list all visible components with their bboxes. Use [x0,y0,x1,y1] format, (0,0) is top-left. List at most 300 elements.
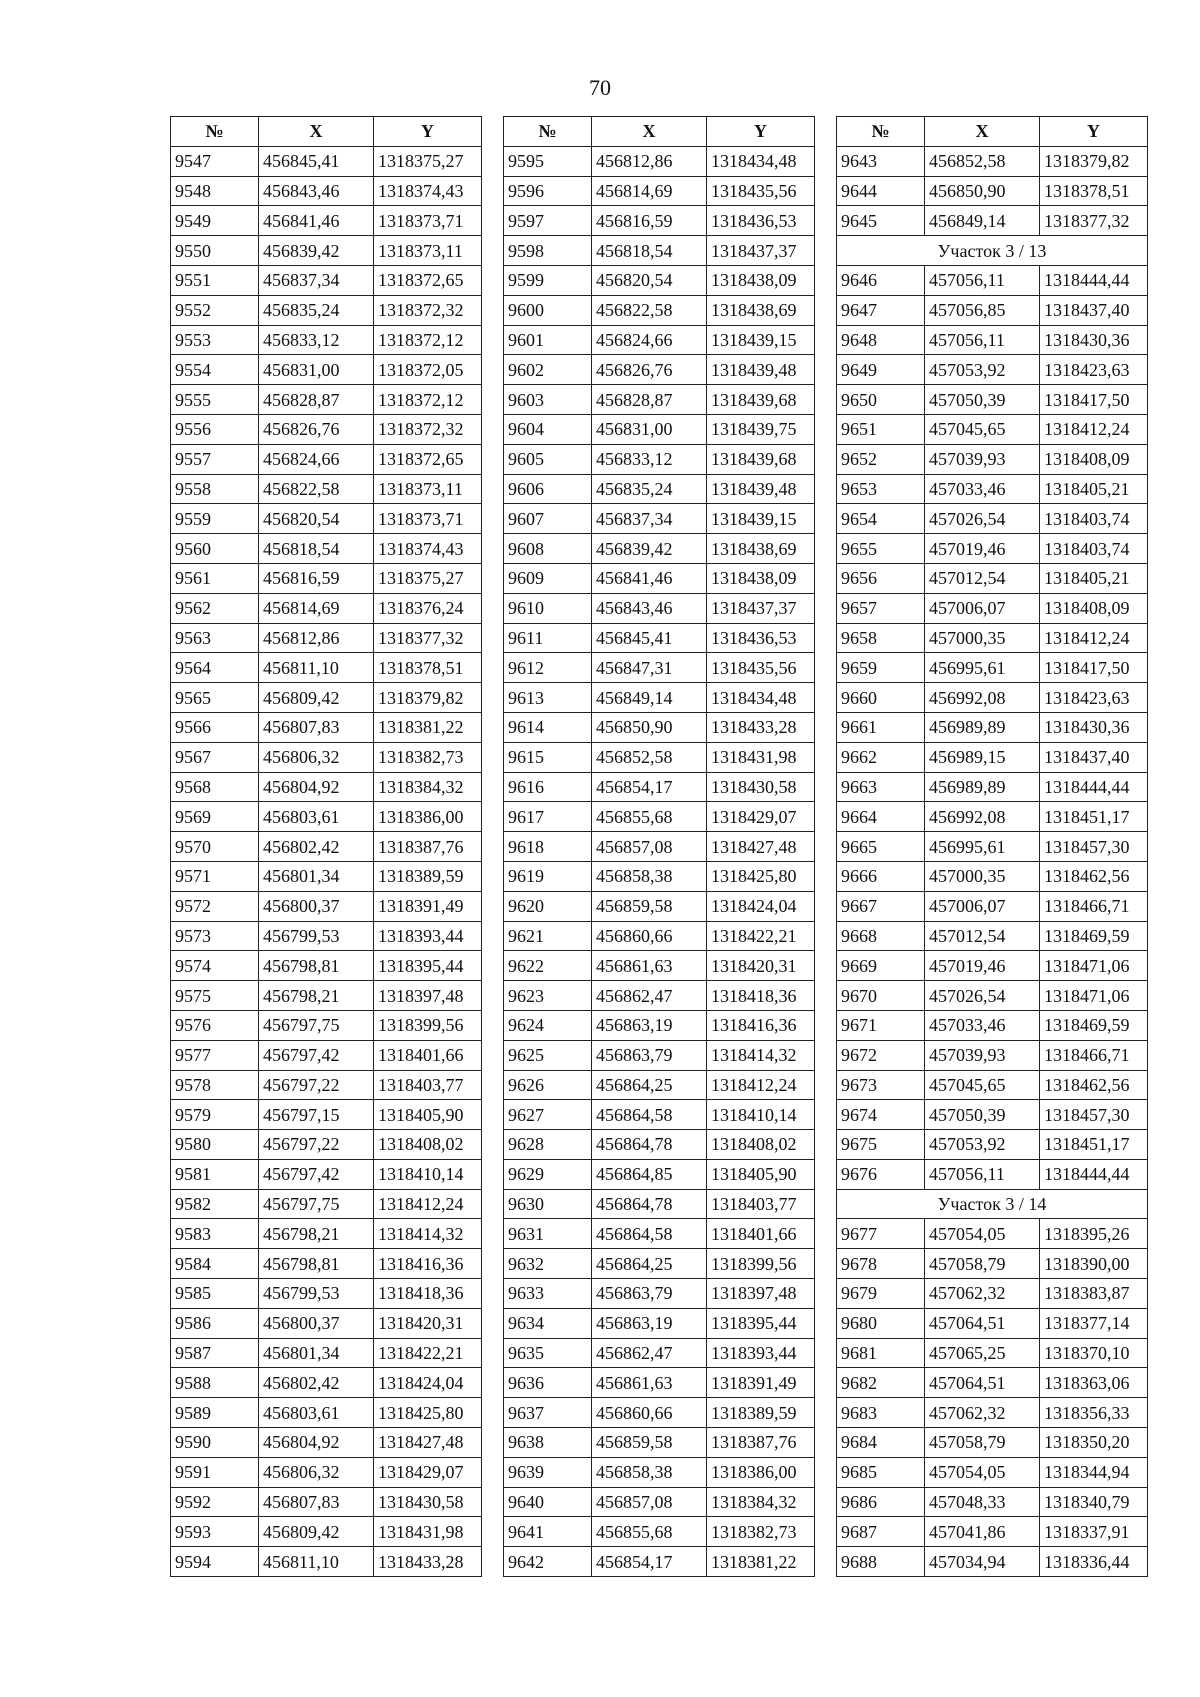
y-coordinate-cell: 1318373,11 [374,236,482,266]
x-coordinate-cell: 456858,38 [592,1457,707,1487]
x-coordinate-cell: 456839,42 [592,534,707,564]
y-coordinate-cell: 1318377,14 [1040,1308,1148,1338]
y-coordinate-cell: 1318438,69 [707,295,815,325]
point-number-cell: 9665 [837,832,925,862]
point-number-cell: 9661 [837,712,925,742]
point-number-cell: 9612 [504,653,592,683]
x-coordinate-cell: 456845,41 [259,146,374,176]
y-coordinate-cell: 1318377,32 [374,623,482,653]
table-row [837,1219,1148,1249]
x-coordinate-cell: 456835,24 [592,474,707,504]
point-number-cell: 9551 [171,265,259,295]
x-coordinate-cell: 457019,46 [925,534,1040,564]
point-number-cell: 9618 [504,832,592,862]
point-number-cell: 9668 [837,921,925,951]
table-row [171,1338,482,1368]
x-coordinate-cell: 456812,86 [592,146,707,176]
point-number-cell: 9669 [837,951,925,981]
y-coordinate-cell: 1318399,56 [707,1249,815,1279]
y-coordinate-cell: 1318439,68 [707,385,815,415]
point-number-cell: 9645 [837,206,925,236]
y-coordinate-cell: 1318427,48 [707,832,815,862]
table-row [504,653,815,683]
point-number-cell: 9634 [504,1308,592,1338]
table-row [171,1040,482,1070]
point-number-cell: 9564 [171,653,259,683]
table-row [171,236,482,266]
y-coordinate-cell: 1318397,48 [374,981,482,1011]
table-row [837,355,1148,385]
coordinates-table-2 [503,116,815,1577]
y-coordinate-cell: 1318434,48 [707,146,815,176]
y-coordinate-cell: 1318410,14 [374,1159,482,1189]
x-coordinate-cell: 456811,10 [259,1547,374,1577]
y-coordinate-cell: 1318425,80 [374,1398,482,1428]
table-row [504,385,815,415]
x-coordinate-cell: 456799,53 [259,921,374,951]
point-number-cell: 9550 [171,236,259,266]
point-number-cell: 9687 [837,1517,925,1547]
x-coordinate-cell: 457045,65 [925,1070,1040,1100]
y-coordinate-cell: 1318389,59 [374,861,482,891]
table-row [837,265,1148,295]
y-coordinate-cell: 1318437,37 [707,593,815,623]
point-number-cell: 9560 [171,534,259,564]
y-coordinate-cell: 1318417,50 [1040,653,1148,683]
y-coordinate-cell: 1318386,00 [374,802,482,832]
point-number-cell: 9617 [504,802,592,832]
x-coordinate-cell: 457033,46 [925,1010,1040,1040]
point-number-cell: 9637 [504,1398,592,1428]
table-row [504,623,815,653]
x-coordinate-cell: 456862,47 [592,981,707,1011]
table-row [171,444,482,474]
point-number-cell: 9664 [837,802,925,832]
point-number-cell: 9658 [837,623,925,653]
x-coordinate-cell: 456797,42 [259,1159,374,1189]
point-number-cell: 9581 [171,1159,259,1189]
x-coordinate-cell: 457033,46 [925,474,1040,504]
y-coordinate-cell: 1318436,53 [707,206,815,236]
table-row [504,563,815,593]
y-coordinate-cell: 1318372,12 [374,325,482,355]
point-number-cell: 9639 [504,1457,592,1487]
point-number-cell: 9659 [837,653,925,683]
point-number-cell: 9648 [837,325,925,355]
table-row [837,712,1148,742]
table-row [504,921,815,951]
point-number-cell: 9601 [504,325,592,355]
y-coordinate-cell: 1318378,51 [374,653,482,683]
x-coordinate-cell: 456854,17 [592,1547,707,1577]
table-row [837,385,1148,415]
y-coordinate-cell: 1318405,21 [1040,563,1148,593]
point-number-cell: 9646 [837,265,925,295]
table-row [504,1308,815,1338]
x-coordinate-cell: 456852,58 [592,742,707,772]
table-row [504,1547,815,1577]
x-coordinate-cell: 456803,61 [259,1398,374,1428]
y-coordinate-cell: 1318444,44 [1040,1159,1148,1189]
column-header-y: Y [707,117,815,147]
y-coordinate-cell: 1318420,31 [374,1308,482,1338]
x-coordinate-cell: 456843,46 [592,593,707,623]
x-coordinate-cell: 456797,42 [259,1040,374,1070]
column-header-number: № [837,117,925,147]
y-coordinate-cell: 1318430,58 [707,772,815,802]
y-coordinate-cell: 1318438,09 [707,563,815,593]
point-number-cell: 9629 [504,1159,592,1189]
y-coordinate-cell: 1318438,69 [707,534,815,564]
table-row [837,1368,1148,1398]
x-coordinate-cell: 456809,42 [259,1517,374,1547]
x-coordinate-cell: 457050,39 [925,385,1040,415]
x-coordinate-cell: 456858,38 [592,861,707,891]
point-number-cell: 9569 [171,802,259,832]
table-row [504,1219,815,1249]
y-coordinate-cell: 1318381,22 [374,712,482,742]
point-number-cell: 9562 [171,593,259,623]
point-number-cell: 9605 [504,444,592,474]
table-row [837,206,1148,236]
y-coordinate-cell: 1318395,44 [374,951,482,981]
table-row [837,772,1148,802]
point-number-cell: 9556 [171,414,259,444]
y-coordinate-cell: 1318429,07 [707,802,815,832]
point-number-cell: 9553 [171,325,259,355]
x-coordinate-cell: 457026,54 [925,981,1040,1011]
table-row [837,981,1148,1011]
y-coordinate-cell: 1318444,44 [1040,265,1148,295]
x-coordinate-cell: 456863,19 [592,1010,707,1040]
x-coordinate-cell: 456859,58 [592,1428,707,1458]
x-coordinate-cell: 456807,83 [259,712,374,742]
table-row [837,921,1148,951]
table-row [171,802,482,832]
point-number-cell: 9589 [171,1398,259,1428]
point-number-cell: 9640 [504,1487,592,1517]
point-number-cell: 9662 [837,742,925,772]
y-coordinate-cell: 1318437,37 [707,236,815,266]
point-number-cell: 9688 [837,1547,925,1577]
table-row [837,653,1148,683]
point-number-cell: 9602 [504,355,592,385]
point-number-cell: 9547 [171,146,259,176]
point-number-cell: 9587 [171,1338,259,1368]
y-coordinate-cell: 1318471,06 [1040,981,1148,1011]
point-number-cell: 9686 [837,1487,925,1517]
table-row [171,355,482,385]
table-row [504,1070,815,1100]
point-number-cell: 9597 [504,206,592,236]
point-number-cell: 9557 [171,444,259,474]
x-coordinate-cell: 456860,66 [592,921,707,951]
point-number-cell: 9619 [504,861,592,891]
y-coordinate-cell: 1318393,44 [707,1338,815,1368]
page-number: 70 [589,75,611,100]
y-coordinate-cell: 1318438,09 [707,265,815,295]
x-coordinate-cell: 456859,58 [592,891,707,921]
coordinates-table-1 [170,116,482,1577]
x-coordinate-cell: 457050,39 [925,1100,1040,1130]
x-coordinate-cell: 457058,79 [925,1249,1040,1279]
x-coordinate-cell: 456995,61 [925,832,1040,862]
table-row [171,325,482,355]
table-row [504,772,815,802]
point-number-cell: 9647 [837,295,925,325]
y-coordinate-cell: 1318384,32 [707,1487,815,1517]
point-number-cell: 9653 [837,474,925,504]
point-number-cell: 9621 [504,921,592,951]
point-number-cell: 9650 [837,385,925,415]
table-row [837,146,1148,176]
table-row [171,1249,482,1279]
x-coordinate-cell: 457056,11 [925,265,1040,295]
point-number-cell: 9682 [837,1368,925,1398]
y-coordinate-cell: 1318376,24 [374,593,482,623]
table-row [837,1100,1148,1130]
y-coordinate-cell: 1318410,14 [707,1100,815,1130]
point-number-cell: 9615 [504,742,592,772]
point-number-cell: 9675 [837,1130,925,1160]
table-row [171,1487,482,1517]
table-row [171,1279,482,1309]
table-row [171,653,482,683]
x-coordinate-cell: 456816,59 [592,206,707,236]
x-coordinate-cell: 456818,54 [259,534,374,564]
point-number-cell: 9635 [504,1338,592,1368]
table-row [837,1487,1148,1517]
point-number-cell: 9625 [504,1040,592,1070]
x-coordinate-cell: 456864,58 [592,1100,707,1130]
point-number-cell: 9579 [171,1100,259,1130]
table-row [837,1428,1148,1458]
y-coordinate-cell: 1318433,28 [374,1547,482,1577]
table-row [504,1368,815,1398]
point-number-cell: 9571 [171,861,259,891]
table-row [837,742,1148,772]
point-number-cell: 9608 [504,534,592,564]
y-coordinate-cell: 1318373,71 [374,504,482,534]
y-coordinate-cell: 1318457,30 [1040,832,1148,862]
x-coordinate-cell: 456841,46 [259,206,374,236]
x-coordinate-cell: 456992,08 [925,683,1040,713]
table-row [837,325,1148,355]
y-coordinate-cell: 1318471,06 [1040,951,1148,981]
y-coordinate-cell: 1318422,21 [707,921,815,951]
point-number-cell: 9583 [171,1219,259,1249]
point-number-cell: 9596 [504,176,592,206]
table-row [171,1130,482,1160]
x-coordinate-cell: 456855,68 [592,1517,707,1547]
x-coordinate-cell: 456824,66 [259,444,374,474]
table-row [171,1547,482,1577]
y-coordinate-cell: 1318382,73 [374,742,482,772]
x-coordinate-cell: 456798,21 [259,1219,374,1249]
x-coordinate-cell: 456837,34 [592,504,707,534]
table-row [837,861,1148,891]
table-row [837,414,1148,444]
table-row [171,563,482,593]
y-coordinate-cell: 1318372,12 [374,385,482,415]
x-coordinate-cell: 456806,32 [259,742,374,772]
y-coordinate-cell: 1318466,71 [1040,891,1148,921]
y-coordinate-cell: 1318393,44 [374,921,482,951]
x-coordinate-cell: 456847,31 [592,653,707,683]
table-row [837,1159,1148,1189]
y-coordinate-cell: 1318422,21 [374,1338,482,1368]
point-number-cell: 9578 [171,1070,259,1100]
y-coordinate-cell: 1318403,77 [707,1189,815,1219]
table-header-row [171,117,482,147]
y-coordinate-cell: 1318416,36 [707,1010,815,1040]
table-row [171,712,482,742]
x-coordinate-cell: 456854,17 [592,772,707,802]
y-coordinate-cell: 1318340,79 [1040,1487,1148,1517]
x-coordinate-cell: 456806,32 [259,1457,374,1487]
x-coordinate-cell: 456852,58 [925,146,1040,176]
y-coordinate-cell: 1318431,98 [707,742,815,772]
y-coordinate-cell: 1318439,68 [707,444,815,474]
table-row [171,891,482,921]
section-row [837,236,1148,266]
table-row [171,385,482,415]
y-coordinate-cell: 1318381,22 [707,1547,815,1577]
point-number-cell: 9681 [837,1338,925,1368]
table-row [171,534,482,564]
x-coordinate-cell: 456822,58 [259,474,374,504]
x-coordinate-cell: 456849,14 [592,683,707,713]
y-coordinate-cell: 1318387,76 [374,832,482,862]
section-label: Участок 3 / 14 [837,1189,1148,1219]
y-coordinate-cell: 1318356,33 [1040,1398,1148,1428]
x-coordinate-cell: 456864,25 [592,1070,707,1100]
point-number-cell: 9673 [837,1070,925,1100]
x-coordinate-cell: 456807,83 [259,1487,374,1517]
y-coordinate-cell: 1318373,71 [374,206,482,236]
y-coordinate-cell: 1318363,06 [1040,1368,1148,1398]
table-row [171,1457,482,1487]
x-coordinate-cell: 456809,42 [259,683,374,713]
point-number-cell: 9604 [504,414,592,444]
x-coordinate-cell: 457053,92 [925,1130,1040,1160]
x-coordinate-cell: 456839,42 [259,236,374,266]
table-row [837,1249,1148,1279]
table-row [837,1398,1148,1428]
y-coordinate-cell: 1318433,28 [707,712,815,742]
y-coordinate-cell: 1318412,24 [707,1070,815,1100]
point-number-cell: 9559 [171,504,259,534]
point-number-cell: 9577 [171,1040,259,1070]
table-row [504,1189,815,1219]
table-row [504,1100,815,1130]
y-coordinate-cell: 1318372,65 [374,444,482,474]
table-row [504,534,815,564]
x-coordinate-cell: 456861,63 [592,1368,707,1398]
point-number-cell: 9585 [171,1279,259,1309]
point-number-cell: 9628 [504,1130,592,1160]
point-number-cell: 9603 [504,385,592,415]
y-coordinate-cell: 1318439,48 [707,355,815,385]
x-coordinate-cell: 457034,94 [925,1547,1040,1577]
table-row [171,1398,482,1428]
x-coordinate-cell: 456857,08 [592,832,707,862]
x-coordinate-cell: 456801,34 [259,861,374,891]
y-coordinate-cell: 1318408,02 [707,1130,815,1160]
table-row [504,265,815,295]
y-coordinate-cell: 1318423,63 [1040,355,1148,385]
table-row [837,802,1148,832]
point-number-cell: 9684 [837,1428,925,1458]
point-number-cell: 9593 [171,1517,259,1547]
x-coordinate-cell: 456989,15 [925,742,1040,772]
y-coordinate-cell: 1318401,66 [707,1219,815,1249]
point-number-cell: 9667 [837,891,925,921]
point-number-cell: 9679 [837,1279,925,1309]
point-number-cell: 9626 [504,1070,592,1100]
x-coordinate-cell: 456797,22 [259,1070,374,1100]
table-row [504,444,815,474]
point-number-cell: 9683 [837,1398,925,1428]
table-row [171,742,482,772]
y-coordinate-cell: 1318384,32 [374,772,482,802]
point-number-cell: 9633 [504,1279,592,1309]
point-number-cell: 9610 [504,593,592,623]
y-coordinate-cell: 1318457,30 [1040,1100,1148,1130]
point-number-cell: 9572 [171,891,259,921]
table-row [837,1457,1148,1487]
y-coordinate-cell: 1318424,04 [374,1368,482,1398]
y-coordinate-cell: 1318370,10 [1040,1338,1148,1368]
x-coordinate-cell: 457062,32 [925,1398,1040,1428]
y-coordinate-cell: 1318403,74 [1040,504,1148,534]
table-row [837,1130,1148,1160]
table-row [504,1457,815,1487]
y-coordinate-cell: 1318378,51 [1040,176,1148,206]
table-row [837,951,1148,981]
point-number-cell: 9582 [171,1189,259,1219]
point-number-cell: 9558 [171,474,259,504]
point-number-cell: 9663 [837,772,925,802]
point-number-cell: 9561 [171,563,259,593]
point-number-cell: 9631 [504,1219,592,1249]
y-coordinate-cell: 1318375,27 [374,146,482,176]
x-coordinate-cell: 457054,05 [925,1457,1040,1487]
x-coordinate-cell: 456833,12 [259,325,374,355]
point-number-cell: 9588 [171,1368,259,1398]
y-coordinate-cell: 1318429,07 [374,1457,482,1487]
table-row [837,1279,1148,1309]
y-coordinate-cell: 1318430,36 [1040,325,1148,355]
table-row [837,534,1148,564]
x-coordinate-cell: 457053,92 [925,355,1040,385]
table-row [504,802,815,832]
column-header-x: X [925,117,1040,147]
table-row [837,593,1148,623]
point-number-cell: 9576 [171,1010,259,1040]
table-row [837,832,1148,862]
y-coordinate-cell: 1318423,63 [1040,683,1148,713]
point-number-cell: 9609 [504,563,592,593]
x-coordinate-cell: 456850,90 [592,712,707,742]
x-coordinate-cell: 457019,46 [925,951,1040,981]
table-row [504,1130,815,1160]
x-coordinate-cell: 456864,58 [592,1219,707,1249]
point-number-cell: 9654 [837,504,925,534]
table-row [171,146,482,176]
table-row [504,236,815,266]
point-number-cell: 9606 [504,474,592,504]
